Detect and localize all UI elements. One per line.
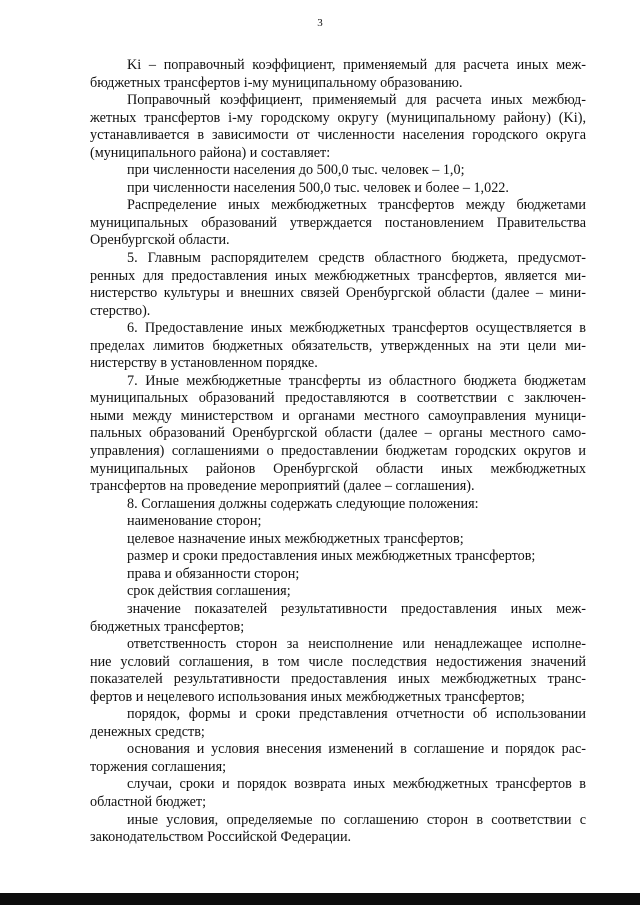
- text-line: торжения соглашения;: [90, 758, 227, 775]
- text-line: показателей результативности предоставления иных межбюджетных транс-: [90, 671, 586, 688]
- text-line: муниципальных районов Оренбургской области иных межбюджетных: [90, 460, 586, 477]
- text-line: Оренбургской области.: [90, 232, 230, 249]
- text-line: 5. Главным распорядителем средств областного бюджета, предусмот-: [127, 250, 586, 267]
- text-line: основания и условия внесения изменений в соглашение и порядок рас-: [127, 741, 586, 758]
- text-line: законодательством Российской Федерации.: [90, 829, 352, 846]
- text-line: пределах лимитов бюджетных обязательств, утвержденных на эти цели ми-: [90, 337, 586, 354]
- text-line: фертов и нецелевого использования иных межбюджетных трансфертов;: [90, 688, 525, 705]
- text-line: случаи, сроки и порядок возврата иных межбюджетных трансфертов в: [127, 776, 586, 793]
- text-line: нистерство культуры и внешних связей Оренбургской области (далее – мини-: [90, 285, 586, 302]
- text-line: ренных для предоставления иных межбюджетных трансфертов, является ми-: [90, 267, 586, 284]
- text-line: бюджетных трансфертов;: [90, 618, 245, 635]
- text-line: срок действия соглашения;: [127, 583, 291, 600]
- document-body: [90, 57, 586, 847]
- text-line: значение показателей результативности предоставления иных меж-: [127, 600, 586, 617]
- text-line: нистерству в установленном порядке.: [90, 355, 318, 372]
- text-line: 7. Иные межбюджетные трансферты из областного бюджета бюджетам: [127, 372, 586, 389]
- text-line: областной бюджет;: [90, 793, 207, 810]
- text-line: целевое назначение иных межбюджетных трансфертов;: [127, 530, 464, 547]
- text-line: денежных средств;: [90, 723, 205, 740]
- text-line: (муниципального района) и составляет:: [90, 144, 331, 161]
- text-line: ответственность сторон за неисполнение или ненадлежащее исполне-: [127, 636, 586, 653]
- text-line: Ki – поправочный коэффициент, применяемый для расчета иных меж-: [127, 57, 586, 73]
- text-line: ными между министерством и органами местного самоуправления муници-: [90, 407, 586, 424]
- text-line: при численности населения 500,0 тыс. человек и более – 1,022.: [127, 179, 509, 196]
- text-line: 6. Предоставление иных межбюджетных трансфертов осуществляется в: [127, 320, 586, 337]
- text-line: иные условия, определяемые по соглашению сторон в соответствии с: [127, 811, 586, 828]
- text-line: порядок, формы и сроки представления отчетности об использовании: [127, 706, 586, 723]
- text-line: ние условий соглашения, в том числе последствия недостижения значений: [90, 653, 586, 670]
- text-line: Поправочный коэффициент, применяемый для расчета иных межбюд-: [127, 92, 586, 109]
- text-line: права и обязанности сторон;: [127, 565, 300, 582]
- text-line: при численности населения до 500,0 тыс. человек – 1,0;: [127, 162, 465, 179]
- text-line: муниципальных образований предоставляются в соответствии с заключен-: [90, 390, 586, 407]
- text-line: устанавливается в зависимости от численности населения городского округа: [90, 127, 586, 144]
- text-line: наименование сторон;: [127, 513, 262, 530]
- text-line: жетных трансфертов i-му городскому округу (муниципальному району) (Ki),: [90, 109, 586, 126]
- text-line: пальных образований Оренбургской области (далее – органы местного само-: [90, 425, 586, 442]
- text-line: 8. Соглашения должны содержать следующие положения:: [127, 495, 479, 512]
- page-number: 3: [317, 17, 323, 29]
- text-line: стерство).: [90, 302, 151, 319]
- text-line: муниципальных образований утверждается постановлением Правительства: [90, 214, 586, 231]
- scan-edge-bar: [0, 893, 640, 905]
- text-line: управления) соглашениями о предоставлении бюджетам городских округов и: [90, 443, 586, 460]
- text-line: Распределение иных межбюджетных трансфертов между бюджетами: [127, 197, 586, 214]
- text-line: трансфертов на проведение мероприятий (далее – соглашения).: [90, 478, 475, 495]
- text-line: размер и сроки предоставления иных межбюджетных трансфертов;: [127, 548, 536, 565]
- text-line: бюджетных трансфертов i-му муниципальному образованию.: [90, 74, 463, 91]
